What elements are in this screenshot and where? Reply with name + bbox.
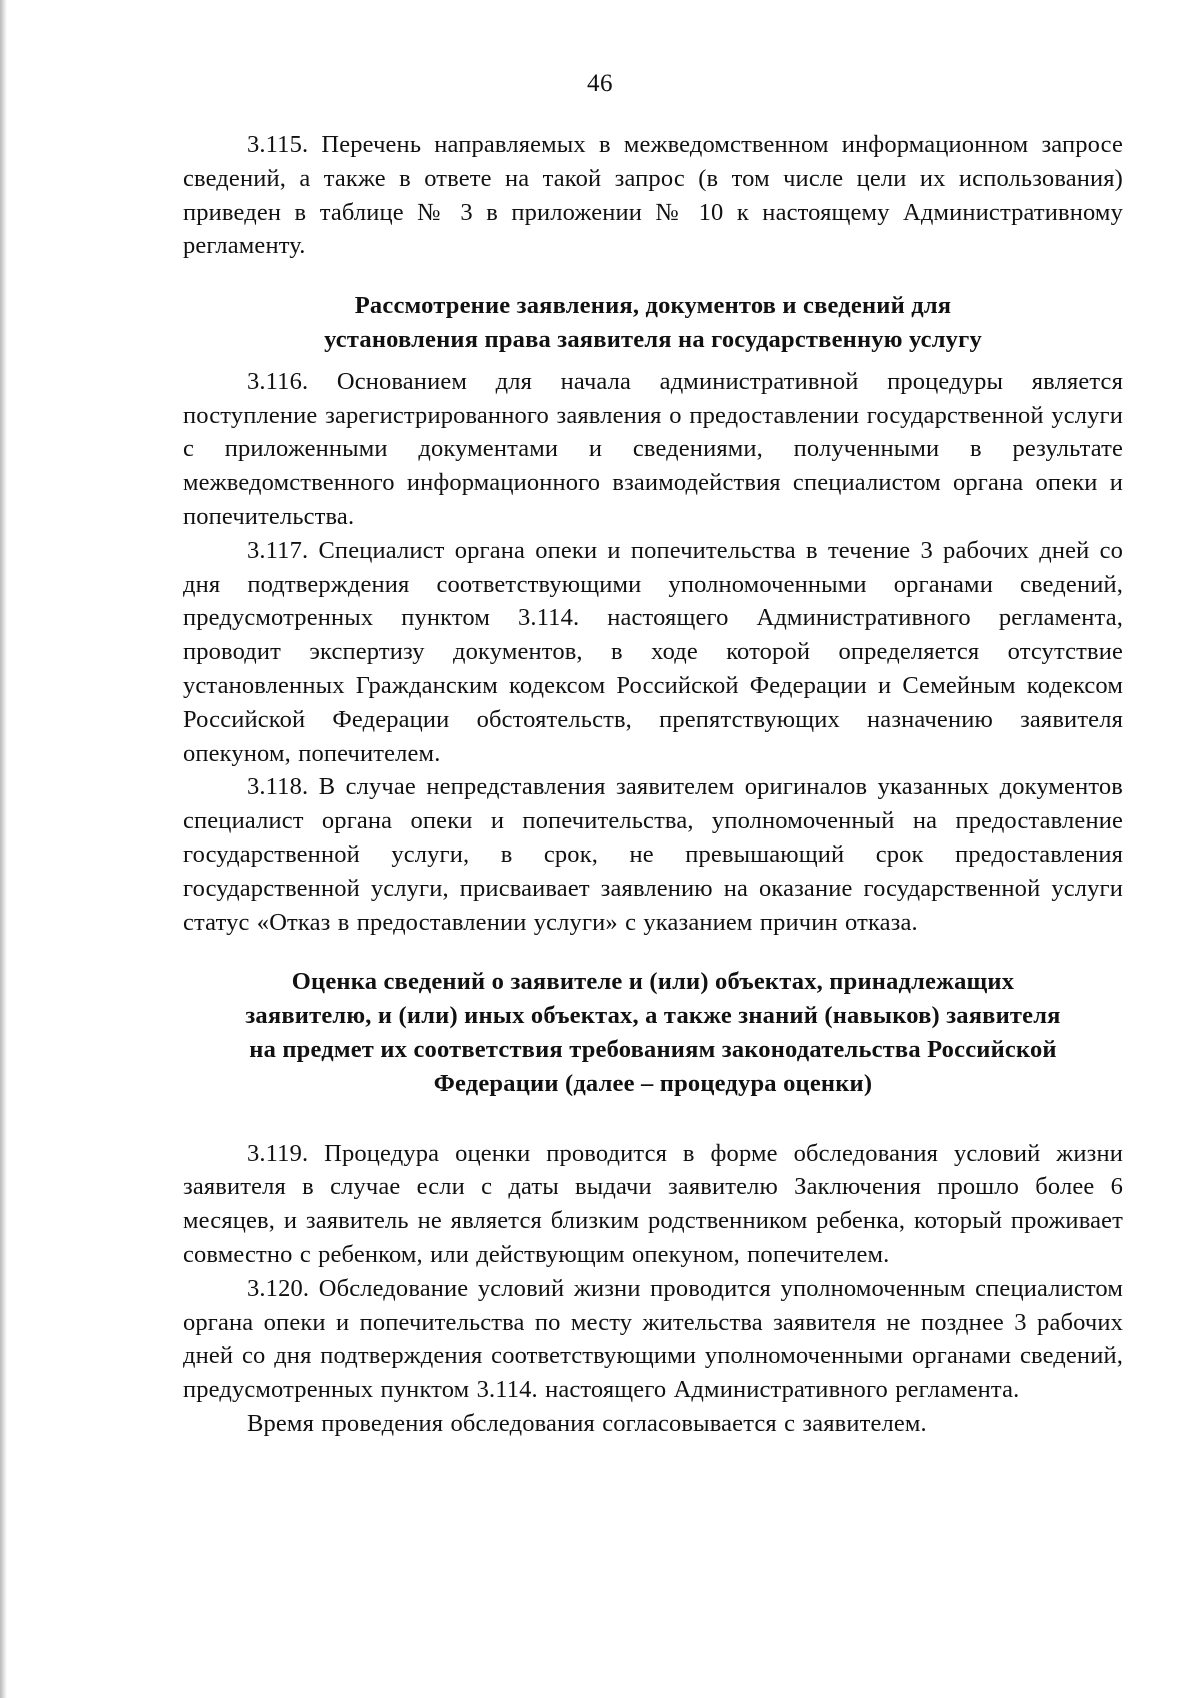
heading-line: Рассмотрение заявления, документов и сведений для	[354, 292, 952, 320]
document-body	[183, 128, 1123, 1441]
paragraph-3-116: 3.116. Основанием для начала административной процедуры является поступление зарегистрированного заявления о предоставлении государственной услуги с приложенными документами и сведениями, полученными в результате межведомственного информационного взаимодействия специалистом органа опеки и попечительства.	[183, 367, 1123, 530]
section-heading-assessment	[183, 965, 1123, 1100]
heading-line: Оценка сведений о заявителе и (или) объектах, принадлежащих	[291, 968, 1015, 996]
scan-edge-shadow	[0, 0, 7, 1698]
heading-line: на предмет их соответствия требованиям законодательства Российской	[249, 1035, 1057, 1063]
heading-line: заявителю, и (или) иных объектах, а также знаний (навыков) заявителя	[245, 1002, 1061, 1030]
paragraph-3-118: 3.118. В случае непредставления заявителем оригиналов указанных документов специалист органа опеки и попечительства, уполномоченный на предоставление государственной услуги, в срок, не превышающий срок предоставления государственной услуги, присваивает заявлению на оказание государственной услуги статус «Отказ в предоставлении услуги» с указанием причин отказа.	[183, 773, 1123, 936]
paragraph-time: Время проведения обследования согласовывается с заявителем.	[247, 1409, 927, 1437]
paragraph-3-119: 3.119. Процедура оценки проводится в форме обследования условий жизни заявителя в случае если с даты выдачи заявителю Заключения прошло более 6 месяцев, и заявитель не является близким родственником ребенка, который проживает совместно с ребенком, или действующим опекуном, попечителем.	[183, 1139, 1123, 1268]
paragraph-3-115: 3.115. Перечень направляемых в межведомственном информационном запросе сведений, а также в ответе на такой запрос (в том числе цели их использования) приведен в таблице № 3 в приложении № 10 к настоящему Административному регламенту.	[183, 131, 1123, 260]
section-heading-review	[183, 289, 1123, 357]
paragraph-3-120: 3.120. Обследование условий жизни проводится уполномоченным специалистом органа опеки и попечительства по месту жительства заявителя не позднее 3 рабочих дней со дня подтверждения соответствующими уполномоченными органами сведений, предусмотренных пунктом 3.114. настоящего Административного регламента.	[183, 1274, 1123, 1404]
heading-line: Федерации (далее – процедура оценки)	[433, 1069, 873, 1097]
page-number: 46	[587, 70, 613, 97]
heading-line: установления права заявителя на государственную услугу	[324, 325, 982, 353]
paragraph-3-117: 3.117. Специалист органа опеки и попечительства в течение 3 рабочих дней со дня подтверждения соответствующими уполномоченными органами сведений, предусмотренных пунктом 3.114. настоящего Административного регламента, проводит экспертизу документов, в ходе которой определяется отсутствие установленных Гражданским кодексом Российской Федерации и Семейным кодексом Российской Федерации обстоятельств, препятствующих назначению заявителя опекуном, попечителем.	[183, 536, 1123, 767]
